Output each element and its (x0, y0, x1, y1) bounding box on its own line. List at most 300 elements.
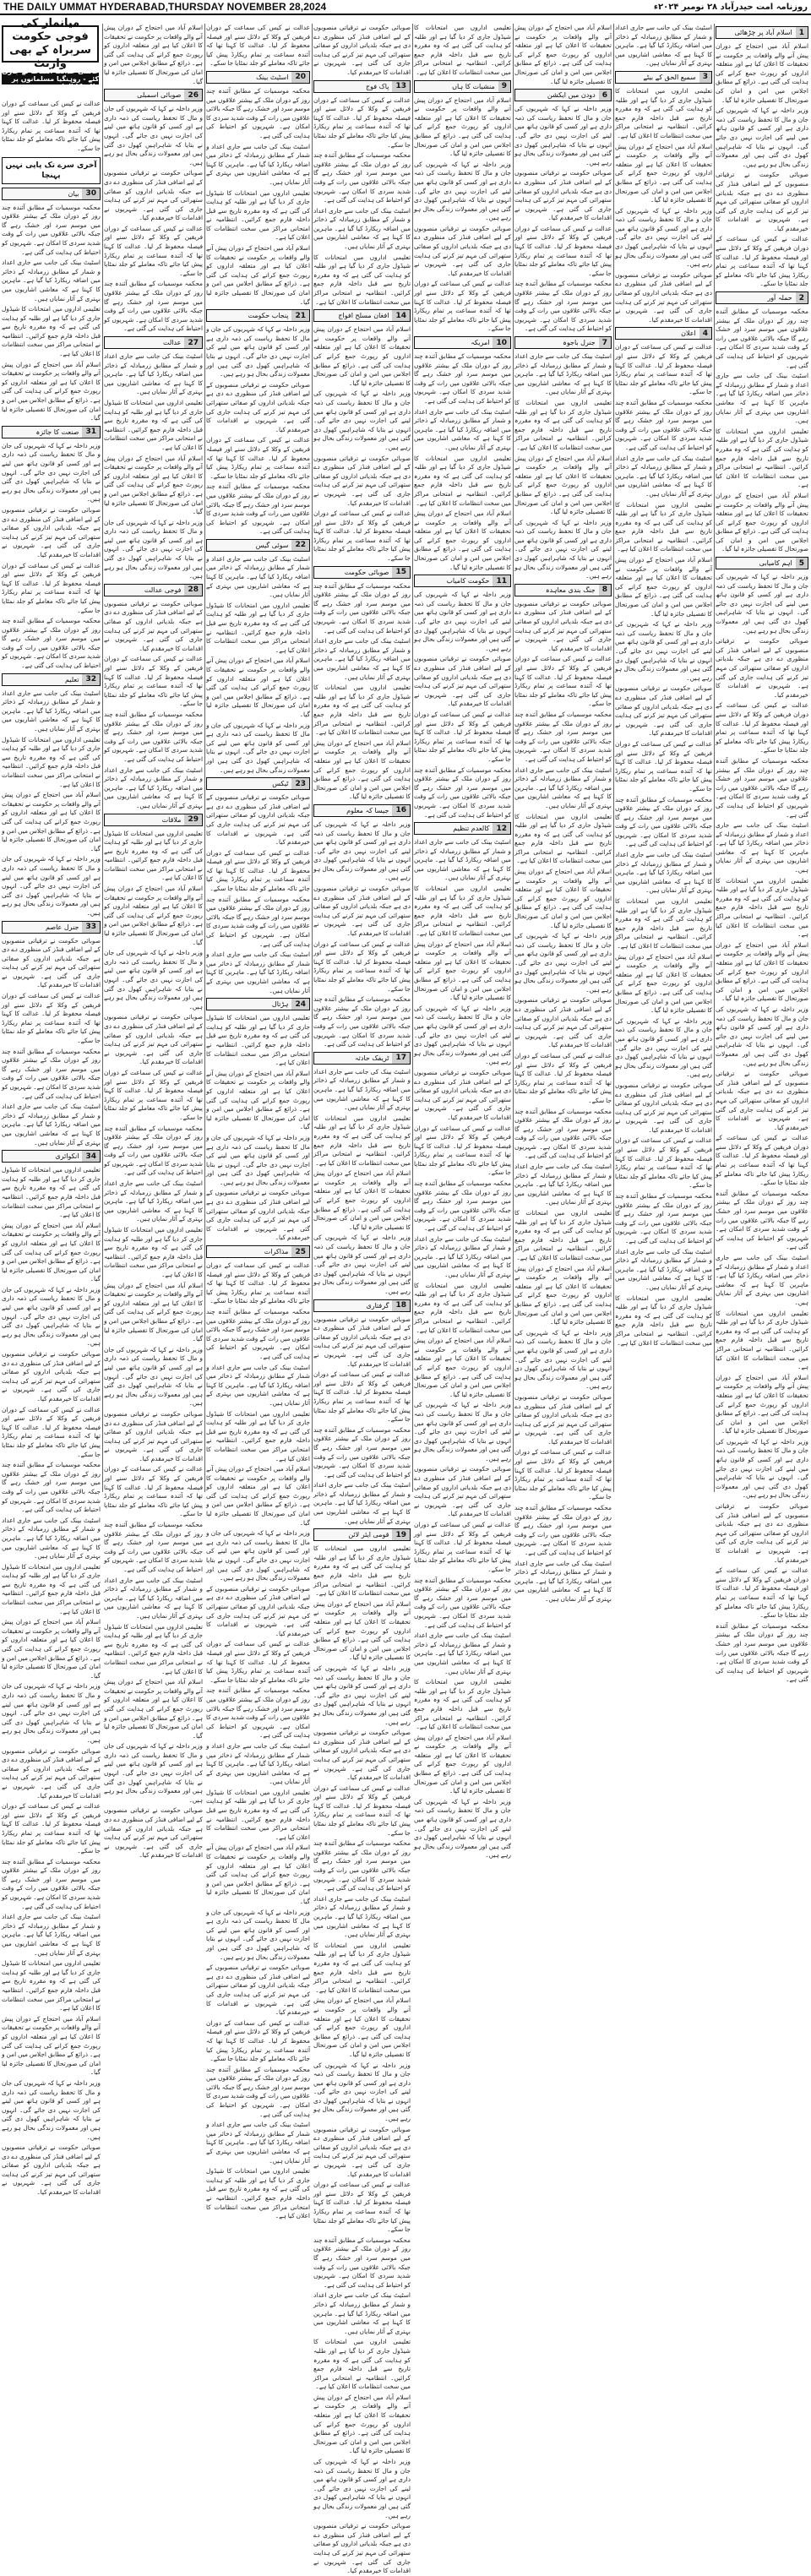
article-text: محکمہ موسمیات کے مطابق آئندہ چند روز کے دوران ملک کے بیشتر علاقوں میں موسم سرد اور خشک رہے گا جبکہ بالائی علاقوں میں رات کے وقت شدید سردی کا امکان ہے۔ شہریوں کو احتیاط کی ہدایت کی گئی ہے۔ (414, 765, 511, 819)
article-text: اسٹیٹ بینک کی جانب سے جاری اعداد و شمار کے مطابق زرمبادلہ کے ذخائر میں اضافہ ریکارڈ کیا گیا ہے۔ ماہرین کا کہنا ہے کہ معاشی اشاریوں میں بہتری کے آثار نمایاں ہیں۔ (514, 765, 612, 809)
article-text: محکمہ موسمیات کے مطابق آئندہ چند روز کے دوران ملک کے بیشتر علاقوں میں موسم سرد اور خشک رہے گا جبکہ بالائی علاقوں میں رات کے وقت شدید سردی کا امکان ہے۔ شہریوں کو احتیاط کی ہدایت کی گئی ہے۔ (414, 352, 511, 405)
article-text: اسٹیٹ بینک کی جانب سے جاری اعداد و شمار کے مطابق زرمبادلہ کے ذخائر میں اضافہ ریکارڈ کیا گیا ہے۔ ماہرین کا کہنا ہے کہ معاشی اشاریوں میں بہتری کے آثار نمایاں ہیں۔ (414, 1234, 511, 1278)
column-rule (714, 24, 715, 1492)
article-text: اسٹیٹ بینک کی جانب سے جاری اعداد و شمار کے مطابق زرمبادلہ کے ذخائر میں اضافہ ریکارڈ کیا گیا ہے۔ ماہرین کا کہنا ہے کہ معاشی اشاریوں میں بہتری کے آثار نمایاں ہیں۔ (414, 1631, 511, 1675)
article-text: اسلام آباد میں احتجاج کے دوران پیش آنے والے واقعات پر حکومت نے تحقیقات کا اعلان کیا ہے اور متعلقہ اداروں کو رپورٹ جمع کرانے کی ہدایت کی گئی ہے۔ ذرائع کے مطابق اجلاس میں امن و امان کی صورتحال کا تفصیلی جائزہ لیا گیا۔ (104, 885, 203, 946)
article-text: محکمہ موسمیات کے مطابق آئندہ چند روز کے دوران ملک کے بیشتر علاقوں میں موسم سرد اور خشک رہے گا جبکہ بالائی علاقوں میں رات کے وقت شدید سردی کا امکان ہے۔ شہریوں کو احتیاط کی ہدایت کی گئی ہے۔ (313, 1425, 411, 1479)
article-text: اسلام آباد میں احتجاج کے دوران پیش آنے والے واقعات پر حکومت نے تحقیقات کا اعلان کیا ہے اور متعلقہ اداروں کو رپورٹ جمع کرانے کی ہدایت کی گئی ہے۔ ذرائع کے مطابق اجلاس میں امن و امان کی صورتحال کا تفصیلی جائزہ لیا گیا۔ (615, 556, 712, 618)
article-text: اسٹیٹ بینک کی جانب سے جاری اعداد و شمار کے مطابق زرمبادلہ کے ذخائر میں اضافہ ریکارڈ کیا گیا ہے۔ ماہرین کا کہنا ہے کہ معاشی اشاریوں میں بہتری کے آثار نمایاں ہیں۔ (104, 765, 203, 809)
article-text: صوبائی حکومت نے ترقیاتی منصوبوں کے لیے اضافی فنڈز کی منظوری دے دی ہے جبکہ بلدیاتی اداروں کو صفائی ستھرائی کی مہم تیز کرنے کی ہدایت جاری کی گئی ہے۔ شہریوں نے اقدامات کا خیرمقدم کیا۔ (104, 1013, 203, 1066)
section-header (514, 584, 612, 596)
article-text: محکمہ موسمیات کے مطابق آئندہ چند روز کے دوران ملک کے بیشتر علاقوں میں موسم سرد اور خشک رہے گا جبکہ بالائی علاقوں میں رات کے وقت شدید سردی کا امکان ہے۔ شہریوں کو احتیاط کی ہدایت کی گئی ہے۔ (2, 1047, 101, 1100)
article-text: اسلام آباد میں احتجاج کے دوران پیش آنے والے واقعات پر حکومت نے تحقیقات کا اعلان کیا ہے اور متعلقہ اداروں کو رپورٹ جمع کرانے کی ہدایت کی گئی ہے۔ ذرائع کے مطابق اجلاس میں امن و امان کی صورتحال کا تفصیلی جائزہ لیا گیا۔ (615, 952, 712, 1015)
article-text: محکمہ موسمیات کے مطابق آئندہ چند روز کے دوران ملک کے بیشتر علاقوں میں موسم سرد اور خشک رہے گا جبکہ بالائی علاقوں میں رات کے وقت شدید سردی کا امکان ہے۔ شہریوں کو احتیاط کی ہدایت کی گئی ہے۔ (104, 1124, 203, 1177)
section-header (313, 1299, 411, 1312)
section-title: ٹیکس (207, 778, 291, 789)
section-number: 30 (82, 188, 100, 199)
article-text: عدالت نے کیس کی سماعت کے دوران فریقین کے وکلا کے دلائل سنے اور فیصلہ محفوظ کر لیا۔ عدالت کا کہنا تھا کہ آئندہ سماعت پر تمام ریکارڈ پیش کیا جائے تاکہ معاملے کو جلد نمٹایا جا سکے۔ (615, 739, 712, 792)
article-text: وزیر داخلہ نے کہا کہ شہریوں کی جان و مال کا تحفظ ریاست کی ذمہ داری ہے اور کسی کو قانون ہاتھ میں لینے کی اجازت نہیں دی جائے گی۔ انہوں نے بتایا کہ شاہراہیں کھول دی گئی ہیں اور معمولات زندگی بحال ہو رہے ہیں۔ (206, 1133, 310, 1186)
article-text: عدالت نے کیس کی سماعت کے دوران فریقین کے وکلا کے دلائل سنے اور فیصلہ محفوظ کر لیا۔ عدالت کا کہنا تھا کہ آئندہ سماعت پر تمام ریکارڈ پیش کیا جائے تاکہ معاملے کو جلد نمٹایا جا سکے۔ (615, 1136, 712, 1190)
column-rule (613, 24, 614, 1492)
section-number: 13 (392, 81, 410, 92)
article-text: محکمہ موسمیات کے مطابق آئندہ چند روز کے دوران ملک کے بیشتر علاقوں میں موسم سرد اور خشک رہے گا جبکہ بالائی علاقوں میں رات کے وقت شدید سردی کا امکان ہے۔ شہریوں کو احتیاط کی ہدایت کی گئی ہے۔ (205, 86, 310, 139)
masthead (0, 0, 811, 15)
article-text: اسٹیٹ بینک کی جانب سے جاری اعداد و شمار کے مطابق زرمبادلہ کے ذخائر میں اضافہ ریکارڈ کیا گیا ہے۔ ماہرین کا کہنا ہے کہ معاشی اشاریوں میں بہتری کے آثار نمایاں ہیں۔ (414, 838, 511, 882)
article-text: وزیر داخلہ نے کہا کہ شہریوں کی جان و مال کا تحفظ ریاست کی ذمہ داری ہے اور کسی کو قانون ہاتھ میں لینے کی اجازت نہیں دی جائے گی۔ انہوں نے بتایا کہ شاہراہیں کھول دی گئی ہیں اور معمولات زندگی بحال ہو رہے ہیں۔ (414, 1797, 511, 1860)
article-text: وزیر داخلہ نے کہا کہ شہریوں کی جان و مال کا تحفظ ریاست کی ذمہ داری ہے اور کسی کو قانون ہاتھ میں لینے کی اجازت نہیں دی جائے گی۔ انہوں نے بتایا کہ شاہراہیں کھول دی گئی ہیں اور معمولات زندگی بحال ہو رہے ہیں۔ (104, 518, 203, 580)
article-text: صوبائی حکومت نے ترقیاتی منصوبوں کے لیے اضافی فنڈز کی منظوری دے دی ہے جبکہ بلدیاتی اداروں کو صفائی ستھرائی کی مہم تیز کرنے کی ہدایت جاری کی گئی ہے۔ شہریوں نے اقدامات کا خیرمقدم کیا۔ (615, 270, 712, 324)
section-title: ملاقات (105, 814, 184, 825)
article-text: اسٹیٹ بینک کی جانب سے جاری اعداد و شمار کے مطابق زرمبادلہ کے ذخائر میں اضافہ ریکارڈ کیا گیا ہے۔ ماہرین کا کہنا ہے کہ معاشی اشاریوں میں بہتری کے آثار نمایاں ہیں۔ (206, 950, 310, 994)
article-text: صوبائی حکومت نے ترقیاتی منصوبوں کے لیے اضافی فنڈز کی منظوری دے دی ہے جبکہ بلدیاتی اداروں کو صفائی ستھرائی کی مہم تیز کرنے کی ہدایت جاری کی گئی ہے۔ شہریوں نے اقدامات کا خیرمقدم کیا۔ (313, 2522, 411, 2575)
article-text: عدالت نے کیس کی سماعت کے دوران فریقین کے وکلا کے دلائل سنے اور فیصلہ محفوظ کر لیا۔ عدالت کا کہنا تھا کہ آئندہ سماعت پر تمام ریکارڈ پیش کیا جائے تاکہ معاملے کو جلد نمٹایا جا سکے۔ (206, 848, 310, 893)
article-text: صوبائی حکومت نے ترقیاتی منصوبوں کے لیے اضافی فنڈز کی منظوری دے دی ہے جبکہ بلدیاتی اداروں کو صفائی ستھرائی کی مہم تیز کرنے کی ہدایت جاری کی گئی ہے۔ شہریوں نے اقدامات کا خیرمقدم کیا۔ (313, 2125, 411, 2178)
article-text: تعلیمی اداروں میں امتحانات کا شیڈول جاری کر دیا گیا ہے اور طلبہ کو ہدایت کی گئی ہے کہ وہ مقررہ تاریخ سے قبل داخلہ فارم جمع کرائیں۔ انتظامیہ نے امتحانی مراکز میں سخت انتظامات کا اعلان کیا ہے۔ (716, 427, 808, 489)
article-text: عدالت نے کیس کی سماعت کے دوران فریقین کے وکلا کے دلائل سنے اور فیصلہ محفوظ کر لیا۔ عدالت کا کہنا تھا کہ آئندہ سماعت پر تمام ریکارڈ پیش کیا جائے تاکہ معاملے کو جلد نمٹایا جا سکے۔ (514, 655, 612, 708)
article-text: صوبائی حکومت نے ترقیاتی منصوبوں کے لیے اضافی فنڈز کی منظوری دے دی ہے جبکہ بلدیاتی اداروں کو صفائی ستھرائی کی مہم تیز کرنے کی ہدایت جاری کی گئی ہے۔ شہریوں نے اقدامات کا خیرمقدم کیا۔ (716, 1502, 808, 1564)
article-text: عدالت نے کیس کی سماعت کے دوران فریقین کے وکلا کے دلائل سنے اور فیصلہ محفوظ کر لیا۔ عدالت کا کہنا تھا کہ آئندہ سماعت پر تمام ریکارڈ پیش کیا جائے تاکہ معاملے کو جلد نمٹایا جا سکے۔ (104, 1465, 203, 1518)
article-text: تعلیمی اداروں میں امتحانات کا شیڈول جاری کر دیا گیا ہے اور طلبہ کو ہدایت کی گئی ہے کہ وہ مقررہ تاریخ سے قبل داخلہ فارم جمع کرائیں۔ انتظامیہ نے امتحانی مراکز میں سخت انتظامات کا اعلان کیا ہے۔ (104, 1226, 203, 1278)
article-text: وزیر داخلہ نے کہا کہ شہریوں کی جان و مال کا تحفظ ریاست کی ذمہ داری ہے اور کسی کو قانون ہاتھ میں لینے کی اجازت نہیں دی جائے گی۔ انہوں نے بتایا کہ شاہراہیں کھول دی گئی ہیں اور معمولات زندگی بحال ہو رہے ہیں۔ (514, 105, 612, 166)
article-text: اسلام آباد میں احتجاج کے دوران پیش آنے والے واقعات پر حکومت نے تحقیقات کا اعلان کیا ہے اور متعلقہ اداروں کو رپورٹ جمع کرانے کی ہدایت کی گئی ہے۔ ذرائع کے مطابق اجلاس میں امن و امان کی صورتحال کا تفصیلی جائزہ لیا گیا۔ (414, 509, 511, 571)
news-column (615, 24, 712, 1492)
article-text: تعلیمی اداروں میں امتحانات کا شیڈول جاری کر دیا گیا ہے اور طلبہ کو ہدایت کی گئی ہے کہ وہ مقررہ تاریخ سے قبل داخلہ فارم جمع کرائیں۔ انتظامیہ نے امتحانی مراکز میں سخت انتظامات کا اعلان کیا ہے۔ (104, 1622, 203, 1675)
article-text: وزیر داخلہ نے کہا کہ شہریوں کی جان و مال کا تحفظ ریاست کی ذمہ داری ہے اور کسی کو قانون ہاتھ میں لینے کی اجازت نہیں دی جائے گی۔ انہوں نے بتایا کہ شاہراہیں کھول دی گئی ہیں اور معمولات زندگی بحال ہو رہے ہیں۔ (615, 206, 712, 269)
article-text: محکمہ موسمیات کے مطابق آئندہ چند روز کے دوران ملک کے بیشتر علاقوں میں موسم سرد اور خشک رہے گا جبکہ بالائی علاقوں میں رات کے وقت شدید سردی کا امکان ہے۔ شہریوں کو احتیاط کی ہدایت کی گئی ہے۔ (2, 617, 101, 670)
article-text: اسلام آباد میں احتجاج کے دوران پیش آنے والے واقعات پر حکومت نے تحقیقات کا اعلان کیا ہے اور متعلقہ اداروں کو رپورٹ جمع کرانے کی ہدایت کی گئی ہے۔ ذرائع کے مطابق اجلاس میں امن و امان کی صورتحال کا تفصیلی جائزہ لیا گیا۔ (206, 1844, 310, 1905)
section-header (313, 309, 411, 322)
article-text: عدالت نے کیس کی سماعت کے دوران فریقین کے وکلا کے دلائل سنے اور فیصلہ محفوظ کر لیا۔ عدالت کا کہنا تھا کہ آئندہ سماعت پر تمام ریکارڈ پیش کیا جائے تاکہ معاملے کو جلد نمٹایا جا سکے۔ (313, 939, 411, 993)
section-title: صوبائی اسمبلی (105, 90, 184, 101)
article-text: وزیر داخلہ نے کہا کہ شہریوں کی جان و مال کا تحفظ ریاست کی ذمہ داری ہے اور کسی کو قانون ہاتھ میں لینے کی اجازت نہیں دی جائے گی۔ انہوں نے بتایا کہ شاہراہیں کھول دی گئی ہیں اور معمولات زندگی بحال ہو رہے ہیں۔ (206, 1908, 310, 1961)
article-text: تعلیمی اداروں میں امتحانات کا شیڈول جاری کر دیا گیا ہے اور طلبہ کو ہدایت کی گئی ہے کہ وہ مقررہ تاریخ سے قبل داخلہ فارم جمع کرائیں۔ انتظامیہ نے امتحانی مراکز میں سخت انتظامات کا اعلان کیا ہے۔ (414, 1678, 511, 1731)
section-header (313, 1052, 411, 1065)
article-text: صوبائی حکومت نے ترقیاتی منصوبوں کے لیے اضافی فنڈز کی منظوری دے دی ہے جبکہ بلدیاتی اداروں کو صفائی ستھرائی کی مہم تیز کرنے کی ہدایت جاری کی گئی ہے۔ شہریوں نے اقدامات کا خیرمقدم کیا۔ (313, 454, 411, 507)
news-column (205, 24, 310, 2220)
section-title: افغان مسلح افواج (314, 310, 392, 321)
section-number: 27 (184, 337, 202, 348)
article-text: محکمہ موسمیات کے مطابق آئندہ چند روز کے دوران ملک کے بیشتر علاقوں میں موسم سرد اور خشک رہے گا جبکہ بالائی علاقوں میں رات کے وقت شدید سردی کا امکان ہے۔ شہریوں کو احتیاط کی ہدایت کی گئی ہے۔ (716, 308, 808, 369)
article-text: اسلام آباد میں احتجاج کے دوران پیش آنے والے واقعات پر حکومت نے تحقیقات کا اعلان کیا ہے اور متعلقہ اداروں کو رپورٹ جمع کرانے کی ہدایت کی گئی ہے۔ ذرائع کے مطابق اجلاس میں امن و امان کی صورتحال کا تفصیلی جائزہ لیا گیا۔ (514, 24, 612, 85)
article-text: عدالت نے کیس کی سماعت کے دوران فریقین کے وکلا کے دلائل سنے اور فیصلہ محفوظ کر لیا۔ عدالت کا کہنا تھا کہ آئندہ سماعت پر تمام ریکارڈ پیش کیا جائے تاکہ معاملے کو جلد نمٹایا جا سکے۔ (104, 224, 203, 277)
article-text: وزیر داخلہ نے کہا کہ شہریوں کی جان و مال کا تحفظ ریاست کی ذمہ داری ہے اور کسی کو قانون ہاتھ میں لینے کی اجازت نہیں دی جائے گی۔ انہوں نے بتایا کہ شاہراہیں کھول دی گئی ہیں اور معمولات زندگی بحال ہو رہے ہیں۔ (2, 1682, 101, 1744)
article-text: تعلیمی اداروں میں امتحانات کا شیڈول جاری کر دیا گیا ہے اور طلبہ کو ہدایت کی گئی ہے کہ وہ مقررہ تاریخ سے قبل داخلہ فارم جمع کرائیں۔ انتظامیہ نے امتحانی مراکز میں سخت انتظامات کا اعلان کیا ہے۔ (514, 1209, 612, 1261)
section-header (206, 998, 310, 1010)
article-text: اسٹیٹ بینک کی جانب سے جاری اعداد و شمار کے مطابق زرمبادلہ کے ذخائر میں اضافہ ریکارڈ کیا گیا ہے۔ ماہرین کا کہنا ہے کہ معاشی اشاریوں میں بہتری کے آثار نمایاں ہیں۔ (615, 24, 712, 68)
article-text: اسٹیٹ بینک کی جانب سے جاری اعداد و شمار کے مطابق زرمبادلہ کے ذخائر میں اضافہ ریکارڈ کیا گیا ہے۔ ماہرین کا کہنا ہے کہ معاشی اشاریوں میں بہتری کے آثار نمایاں ہیں۔ (104, 1576, 203, 1620)
article-text: اسلام آباد میں احتجاج کے دوران پیش آنے والے واقعات پر حکومت نے تحقیقات کا اعلان کیا ہے اور متعلقہ اداروں کو رپورٹ جمع کرانے کی ہدایت کی گئی ہے۔ ذرائع کے مطابق اجلاس میں امن و امان کی صورتحال کا تفصیلی جائزہ لیا گیا۔ (414, 95, 511, 158)
section-header (615, 71, 712, 84)
article-text: عدالت نے کیس کی سماعت کے دوران فریقین کے وکلا کے دلائل سنے اور فیصلہ محفوظ کر لیا۔ عدالت کا کہنا تھا کہ آئندہ سماعت پر تمام ریکارڈ پیش کیا جائے تاکہ معاملے کو جلد نمٹایا جا سکے۔ (716, 235, 808, 288)
section-header (414, 336, 511, 349)
article-text: عدالت نے کیس کی سماعت کے دوران فریقین کے وکلا کے دلائل سنے اور فیصلہ محفوظ کر لیا۔ عدالت کا کہنا تھا کہ آئندہ سماعت پر تمام ریکارڈ پیش کیا جائے تاکہ معاملے کو جلد نمٹایا جا سکے۔ (2, 1802, 101, 1855)
section-header (514, 89, 612, 101)
article-text: محکمہ موسمیات کے مطابق آئندہ چند روز کے دوران ملک کے بیشتر علاقوں میں موسم سرد اور خشک رہے گا جبکہ بالائی علاقوں میں رات کے وقت شدید سردی کا امکان ہے۔ شہریوں کو احتیاط کی ہدایت کی گئی ہے۔ (615, 398, 712, 451)
article-text: عدالت نے کیس کی سماعت کے دوران فریقین کے وکلا کے دلائل سنے اور فیصلہ محفوظ کر لیا۔ عدالت کا کہنا تھا کہ آئندہ سماعت پر تمام ریکارڈ پیش کیا جائے تاکہ معاملے کو جلد نمٹایا جا سکے۔ (716, 1134, 808, 1187)
section-number: 26 (184, 90, 202, 101)
column-rule (412, 24, 413, 1492)
article-text: تعلیمی اداروں میں امتحانات کا شیڈول جاری کر دیا گیا ہے اور طلبہ کو ہدایت کی گئی ہے کہ وہ مقررہ تاریخ سے قبل داخلہ فارم جمع کرائیں۔ انتظامیہ نے امتحانی مراکز میں سخت انتظامات کا اعلان کیا ہے۔ (313, 683, 411, 737)
article-text: اسلام آباد میں احتجاج کے دوران پیش آنے والے واقعات پر حکومت نے تحقیقات کا اعلان کیا ہے اور متعلقہ اداروں کو رپورٹ جمع کرانے کی ہدایت کی گئی ہے۔ ذرائع کے مطابق اجلاس میں امن و امان کی صورتحال کا تفصیلی جائزہ لیا گیا۔ (104, 1281, 203, 1343)
article-text: اسٹیٹ بینک کی جانب سے جاری اعداد و شمار کے مطابق زرمبادلہ کے ذخائر میں اضافہ ریکارڈ کیا گیا ہے۔ ماہرین کا کہنا ہے کہ معاشی اشاریوں میں بہتری کے آثار نمایاں ہیں۔ (615, 1247, 712, 1291)
section-title: سوئی گیس (207, 540, 291, 551)
article-text: تعلیمی اداروں میں امتحانات کا شیڈول جاری کر دیا گیا ہے اور طلبہ کو ہدایت کی گئی ہے کہ وہ مقررہ تاریخ سے قبل داخلہ فارم جمع کرائیں۔ انتظامیہ نے امتحانی مراکز میں سخت انتظامات کا اعلان کیا ہے۔ (615, 897, 712, 950)
article-text: وزیر داخلہ نے کہا کہ شہریوں کی جان و مال کا تحفظ ریاست کی ذمہ داری ہے اور کسی کو قانون ہاتھ میں لینے کی اجازت نہیں دی جائے گی۔ انہوں نے بتایا کہ شاہراہیں کھول دی گئی ہیں اور معمولات زندگی بحال ہو رہے ہیں۔ (104, 1345, 203, 1408)
article-text: صوبائی حکومت نے ترقیاتی منصوبوں کے لیے اضافی فنڈز کی منظوری دے دی ہے جبکہ بلدیاتی اداروں کو صفائی ستھرائی کی مہم تیز کرنے کی ہدایت جاری کی گئی ہے۔ شہریوں نے اقدامات کا خیرمقدم کیا۔ (514, 599, 612, 652)
section-title: سمیع الحق کے بیٹے (616, 72, 699, 83)
article-text: وزیر داخلہ نے کہا کہ شہریوں کی جان و مال کا تحفظ ریاست کی ذمہ داری ہے اور کسی کو قانون ہاتھ میں لینے کی اجازت نہیں دی جائے گی۔ انہوں نے بتایا کہ شاہراہیں کھول دی گئی ہیں اور معمولات زندگی بحال ہو رہے ہیں۔ (716, 1005, 808, 1067)
article-text: تعلیمی اداروں میں امتحانات کا شیڈول جاری کر دیا گیا ہے اور طلبہ کو ہدایت کی گئی ہے کہ وہ مقررہ تاریخ سے قبل داخلہ فارم جمع کرائیں۔ انتظامیہ نے امتحانی مراکز میں سخت انتظامات کا اعلان کیا ہے۔ (716, 876, 808, 939)
article-text: تعلیمی اداروں میں امتحانات کا شیڈول جاری کر دیا گیا ہے اور طلبہ کو ہدایت کی گئی ہے کہ وہ مقررہ تاریخ سے قبل داخلہ فارم جمع کرائیں۔ انتظامیہ نے امتحانی مراکز میں سخت انتظامات کا اعلان کیا ہے۔ (716, 1309, 808, 1371)
section-number: 23 (291, 778, 309, 789)
article-text: صوبائی حکومت نے ترقیاتی منصوبوں کے لیے اضافی فنڈز کی منظوری دے دی ہے جبکہ بلدیاتی اداروں کو صفائی ستھرائی کی مہم تیز کرنے کی ہدایت جاری کی گئی ہے۔ شہریوں نے اقدامات کا خیرمقدم کیا۔ (313, 885, 411, 938)
section-title: ٹریفک حادثہ (314, 1053, 392, 1064)
masthead-english: THE DAILY UMMAT HYDERABAD,THURSDAY NOVEMBER 28,2024 (3, 1, 327, 13)
article-text: تعلیمی اداروں میں امتحانات کا شیڈول جاری کر دیا گیا ہے اور طلبہ کو ہدایت کی گئی ہے کہ وہ مقررہ تاریخ سے قبل داخلہ فارم جمع کرائیں۔ انتظامیہ نے امتحانی مراکز میں سخت انتظامات کا اعلان کیا ہے۔ (206, 1014, 310, 1067)
article-text: تعلیمی اداروں میں امتحانات کا شیڈول جاری کر دیا گیا ہے اور طلبہ کو ہدایت کی گئی ہے کہ وہ مقررہ تاریخ سے قبل داخلہ فارم جمع کرائیں۔ انتظامیہ نے امتحانی مراکز میں سخت انتظامات کا اعلان کیا ہے۔ (615, 1293, 712, 1347)
article-text: عدالت نے کیس کی سماعت کے دوران فریقین کے وکلا کے دلائل سنے اور فیصلہ محفوظ کر لیا۔ عدالت کا کہنا تھا کہ آئندہ سماعت پر تمام ریکارڈ پیش کیا جائے تاکہ معاملے کو جلد نمٹایا جا سکے۔ (414, 1124, 511, 1177)
article-text: اسلام آباد میں احتجاج کے دوران پیش آنے والے واقعات پر حکومت نے تحقیقات کا اعلان کیا ہے اور متعلقہ اداروں کو رپورٹ جمع کرانے کی ہدایت کی گئی ہے۔ ذرائع کے مطابق اجلاس میں امن و امان کی صورتحال کا تفصیلی جائزہ لیا گیا۔ (414, 1733, 511, 1795)
article-text: محکمہ موسمیات کے مطابق آئندہ چند روز کے دوران ملک کے بیشتر علاقوں میں موسم سرد اور خشک رہے گا جبکہ بالائی علاقوں میں رات کے وقت شدید سردی کا امکان ہے۔ شہریوں کو احتیاط کی ہدایت کی گئی ہے۔ (104, 1521, 203, 1573)
section-title: حملہ آور (716, 292, 796, 303)
article-text: صوبائی حکومت نے ترقیاتی منصوبوں کے لیے اضافی فنڈز کی منظوری دے دی ہے جبکہ بلدیاتی اداروں کو صفائی ستھرائی کی مہم تیز کرنے کی ہدایت جاری کی گئی ہے۔ شہریوں نے اقدامات کا خیرمقدم کیا۔ (514, 996, 612, 1049)
article-text: صوبائی حکومت نے ترقیاتی منصوبوں کے لیے اضافی فنڈز کی منظوری دے دی ہے جبکہ بلدیاتی اداروں کو صفائی ستھرائی کی مہم تیز کرنے کی ہدایت جاری کی گئی ہے۔ شہریوں نے اقدامات کا خیرمقدم کیا۔ (2, 2143, 101, 2197)
section-title: جنرل باجوہ (515, 337, 599, 348)
section-header (104, 814, 203, 826)
article-text: اسلام آباد میں احتجاج کے دوران پیش آنے والے واقعات پر حکومت نے تحقیقات کا اعلان کیا ہے اور متعلقہ اداروں کو رپورٹ جمع کرانے کی ہدایت کی گئی ہے۔ ذرائع کے مطابق اجلاس میں امن و امان کی صورتحال کا تفصیلی جائزہ لیا گیا۔ (206, 1069, 310, 1131)
article-text: عدالت نے کیس کی سماعت کے دوران فریقین کے وکلا کے دلائل سنے اور فیصلہ محفوظ کر لیا۔ عدالت کا کہنا تھا کہ آئندہ سماعت پر تمام ریکارڈ پیش کیا جائے تاکہ معاملے کو جلد نمٹایا جا سکے۔ (313, 2181, 411, 2234)
article-text: اسلام آباد میں احتجاج کے دوران پیش آنے والے واقعات پر حکومت نے تحقیقات کا اعلان کیا ہے اور متعلقہ اداروں کو رپورٹ جمع کرانے کی ہدایت کی گئی ہے۔ ذرائع کے مطابق اجلاس میں امن و امان کی صورتحال کا تفصیلی جائزہ لیا گیا۔ (716, 42, 808, 104)
section-header (104, 336, 203, 349)
article-text: عدالت نے کیس کی سماعت کے دوران فریقین کے وکلا کے دلائل سنے اور فیصلہ محفوظ کر لیا۔ عدالت کا کہنا تھا کہ آئندہ سماعت پر تمام ریکارڈ پیش کیا جائے تاکہ معاملے کو جلد نمٹایا جا سکے۔ (414, 710, 511, 763)
article-text: اسلام آباد میں احتجاج کے دوران پیش آنے والے واقعات پر حکومت نے تحقیقات کا اعلان کیا ہے اور متعلقہ اداروں کو رپورٹ جمع کرانے کی ہدایت کی گئی ہے۔ ذرائع کے مطابق اجلاس میں امن و امان کی صورتحال کا تفصیلی جائزہ لیا گیا۔ (414, 939, 511, 1002)
section-number: 16 (392, 805, 410, 816)
section-header (2, 426, 101, 438)
article-text: اسلام آباد میں احتجاج کے دوران پیش آنے والے واقعات پر حکومت نے تحقیقات کا اعلان کیا ہے اور متعلقہ اداروں کو رپورٹ جمع کرانے کی ہدایت کی گئی ہے۔ ذرائع کے مطابق اجلاس میں امن و امان کی صورتحال کا تفصیلی جائزہ لیا گیا۔ (615, 142, 712, 204)
article-text: تعلیمی اداروں میں امتحانات کا شیڈول جاری کر دیا گیا ہے اور طلبہ کو ہدایت کی گئی ہے کہ وہ مقررہ تاریخ سے قبل داخلہ فارم جمع کرائیں۔ انتظامیہ نے امتحانی مراکز میں سخت انتظامات کا اعلان کیا ہے۔ (206, 1788, 310, 1841)
article-text: تعلیمی اداروں میں امتحانات کا شیڈول جاری کر دیا گیا ہے اور طلبہ کو ہدایت کی گئی ہے کہ وہ مقررہ تاریخ سے قبل داخلہ فارم جمع کرائیں۔ انتظامیہ نے امتحانی مراکز میں سخت انتظامات کا اعلان کیا ہے۔ (2, 305, 101, 358)
article-text: وزیر داخلہ نے کہا کہ شہریوں کی جان و مال کا تحفظ ریاست کی ذمہ داری ہے اور کسی کو قانون ہاتھ میں لینے کی اجازت نہیں دی جائے گی۔ انہوں نے بتایا کہ شاہراہیں کھول دی گئی ہیں اور معمولات زندگی بحال ہو رہے ہیں۔ (104, 1742, 203, 1804)
article-text: اسلام آباد میں احتجاج کے دوران پیش آنے والے واقعات پر حکومت نے تحقیقات کا اعلان کیا ہے اور متعلقہ اداروں کو رپورٹ جمع کرانے کی ہدایت کی گئی ہے۔ ذرائع کے مطابق اجلاس میں امن و امان کی صورتحال کا تفصیلی جائزہ لیا گیا۔ (104, 1678, 203, 1740)
section-title: پنجاب حکومت (207, 310, 291, 321)
article-text: اسٹیٹ بینک کی جانب سے جاری اعداد و شمار کے مطابق زرمبادلہ کے ذخائر میں اضافہ ریکارڈ کیا گیا ہے۔ ماہرین کا کہنا ہے کہ معاشی اشاریوں میں بہتری کے آثار نمایاں ہیں۔ (514, 1559, 612, 1603)
section-number: 34 (82, 1151, 100, 1162)
section-number: 2 (796, 292, 808, 303)
article-text: محکمہ موسمیات کے مطابق آئندہ چند روز کے دوران ملک کے بیشتر علاقوں میں موسم سرد اور خشک رہے گا جبکہ بالائی علاقوں میں رات کے وقت شدید سردی کا امکان ہے۔ شہریوں کو احتیاط کی ہدایت کی گئی ہے۔ (615, 1192, 712, 1244)
article-text: عدالت نے کیس کی سماعت کے دوران فریقین کے وکلا کے دلائل سنے اور فیصلہ محفوظ کر لیا۔ عدالت کا کہنا تھا کہ آئندہ سماعت پر تمام ریکارڈ پیش کیا جائے تاکہ معاملے کو جلد نمٹایا جا سکے۔ (514, 1051, 612, 1104)
section-title: عدالت (105, 337, 184, 348)
article-text: اسلام آباد میں احتجاج کے دوران پیش آنے والے واقعات پر حکومت نے تحقیقات کا اعلان کیا ہے اور متعلقہ اداروں کو رپورٹ جمع کرانے کی ہدایت کی گئی ہے۔ ذرائع کے مطابق اجلاس میں امن و امان کی صورتحال کا تفصیلی جائزہ لیا گیا۔ (514, 1264, 612, 1326)
article-text: تعلیمی اداروں میں امتحانات کا شیڈول جاری کر دیا گیا ہے اور طلبہ کو ہدایت کی گئی ہے کہ وہ مقررہ تاریخ سے قبل داخلہ فارم جمع کرائیں۔ انتظامیہ نے امتحانی مراکز میں سخت انتظامات کا اعلان کیا ہے۔ (313, 253, 411, 306)
news-column (104, 24, 203, 1860)
article-text: اسٹیٹ بینک کی جانب سے جاری اعداد و شمار کے مطابق زرمبادلہ کے ذخائر میں اضافہ ریکارڈ کیا گیا ہے۔ ماہرین کا کہنا ہے کہ معاشی اشاریوں میں بہتری کے آثار نمایاں ہیں۔ (716, 372, 808, 425)
article-text: تعلیمی اداروں میں امتحانات کا شیڈول جاری کر دیا گیا ہے اور طلبہ کو ہدایت کی گئی ہے کہ وہ مقررہ تاریخ سے قبل داخلہ فارم جمع کرائیں۔ انتظامیہ نے امتحانی مراکز میں سخت انتظامات کا اعلان کیا ہے۔ (313, 1114, 411, 1167)
article-text: صوبائی حکومت نے ترقیاتی منصوبوں کے لیے اضافی فنڈز کی منظوری دے دی ہے جبکہ بلدیاتی اداروں کو صفائی ستھرائی کی مہم تیز کرنے کی ہدایت جاری کی گئی ہے۔ شہریوں نے اقدامات کا خیرمقدم کیا۔ (313, 1315, 411, 1368)
section-header (206, 71, 310, 84)
section-number: 33 (82, 922, 100, 933)
article-text: صوبائی حکومت نے ترقیاتی منصوبوں کے لیے اضافی فنڈز کی منظوری دے دی ہے جبکہ بلدیاتی اداروں کو صفائی ستھرائی کی مہم تیز کرنے کی ہدایت جاری کی گئی ہے۔ شہریوں نے اقدامات کا خیرمقدم کیا۔ (414, 1465, 511, 1518)
news-column (716, 24, 808, 1684)
news-column (414, 24, 511, 1860)
article-text: اسلام آباد میں احتجاج کے دوران پیش آنے والے واقعات پر حکومت نے تحقیقات کا اعلان کیا ہے اور متعلقہ اداروں کو رپورٹ جمع کرانے کی ہدایت کی گئی ہے۔ ذرائع کے مطابق اجلاس میں امن و امان کی صورتحال کا تفصیلی جائزہ لیا گیا۔ (2, 1618, 101, 1680)
article-text: تعلیمی اداروں میں امتحانات کا شیڈول جاری کر دیا گیا ہے اور طلبہ کو ہدایت کی گئی ہے کہ وہ مقررہ تاریخ سے قبل داخلہ فارم جمع کرائیں۔ انتظامیہ نے امتحانی مراکز میں سخت انتظامات کا اعلان کیا ہے۔ (104, 829, 203, 882)
article-text: وزیر داخلہ نے کہا کہ شہریوں کی جان و مال کا تحفظ ریاست کی ذمہ داری ہے اور کسی کو قانون ہاتھ میں لینے کی اجازت نہیں دی جائے گی۔ انہوں نے بتایا کہ شاہراہیں کھول دی گئی ہیں اور معمولات زندگی بحال ہو رہے ہیں۔ (2, 1285, 101, 1348)
article-text: اسٹیٹ بینک کی جانب سے جاری اعداد و شمار کے مطابق زرمبادلہ کے ذخائر میں اضافہ ریکارڈ کیا گیا ہے۔ ماہرین کا کہنا ہے کہ معاشی اشاریوں میں بہتری کے آثار نمایاں ہیں۔ (104, 352, 203, 396)
column-rule (102, 24, 103, 1492)
article-text: اسلام آباد میں احتجاج کے دوران پیش آنے والے واقعات پر حکومت نے تحقیقات کا اعلان کیا ہے اور متعلقہ اداروں کو رپورٹ جمع کرانے کی ہدایت کی گئی ہے۔ ذرائع کے مطابق اجلاس میں امن و امان کی صورتحال کا تفصیلی جائزہ لیا گیا۔ (716, 491, 808, 553)
column-rule (312, 24, 313, 1492)
article-text: صوبائی حکومت نے ترقیاتی منصوبوں کے لیے اضافی فنڈز کی منظوری دے دی ہے جبکہ بلدیاتی اداروں کو صفائی ستھرائی کی مہم تیز کرنے کی ہدایت جاری کی گئی ہے۔ شہریوں نے اقدامات کا خیرمقدم کیا۔ (313, 24, 411, 76)
section-header (206, 539, 310, 552)
article-text: محکمہ موسمیات کے مطابق آئندہ چند روز کے دوران ملک کے بیشتر علاقوں میں موسم سرد اور خشک رہے گا جبکہ بالائی علاقوں میں رات کے وقت شدید سردی کا امکان ہے۔ شہریوں کو احتیاط کی ہدایت کی گئی ہے۔ (313, 151, 411, 204)
section-number: 31 (82, 427, 100, 438)
section-number: 28 (184, 585, 202, 596)
section-title: اسلام آباد پر چڑھائی (716, 27, 796, 38)
article-text: اسلام آباد میں احتجاج کے دوران پیش آنے والے واقعات پر حکومت نے تحقیقات کا اعلان کیا ہے اور متعلقہ اداروں کو رپورٹ جمع کرانے کی ہدایت کی گئی ہے۔ ذرائع کے مطابق اجلاس میں امن و امان کی صورتحال کا تفصیلی جائزہ لیا گیا۔ (2, 2014, 101, 2077)
section-number: 17 (392, 1053, 410, 1064)
article-text: عدالت نے کیس کی سماعت کے دوران فریقین کے وکلا کے دلائل سنے اور فیصلہ محفوظ کر لیا۔ عدالت کا کہنا تھا کہ آئندہ سماعت پر تمام ریکارڈ پیش کیا جائے تاکہ معاملے کو جلد نمٹایا جا سکے۔ (2, 992, 101, 1045)
article-text: محکمہ موسمیات کے مطابق آئندہ چند روز کے دوران ملک کے بیشتر علاقوں میں موسم سرد اور خشک رہے گا جبکہ بالائی علاقوں میں رات کے وقت شدید سردی کا امکان ہے۔ شہریوں کو احتیاط کی ہدایت کی گئی ہے۔ (716, 1621, 808, 1684)
article-text: وزیر داخلہ نے کہا کہ شہریوں کی جان و مال کا تحفظ ریاست کی ذمہ داری ہے اور کسی کو قانون ہاتھ میں لینے کی اجازت نہیں دی جائے گی۔ انہوں نے بتایا کہ شاہراہیں کھول دی گئی ہیں اور معمولات زندگی بحال ہو رہے ہیں۔ (104, 949, 203, 1010)
article-text: اسلام آباد میں احتجاج کے دوران پیش آنے والے واقعات پر حکومت نے تحقیقات کا اعلان کیا ہے اور متعلقہ اداروں کو رپورٹ جمع کرانے کی ہدایت کی گئی ہے۔ ذرائع کے مطابق اجلاس میں امن و امان کی صورتحال کا تفصیلی جائزہ لیا گیا۔ (313, 1599, 411, 1662)
article-text: صوبائی حکومت نے ترقیاتی منصوبوں کے لیے اضافی فنڈز کی منظوری دے دی ہے جبکہ بلدیاتی اداروں کو صفائی ستھرائی کی مہم تیز کرنے کی ہدایت جاری کی گئی ہے۔ شہریوں نے اقدامات کا خیرمقدم کیا۔ (206, 380, 310, 433)
article-text: تعلیمی اداروں میں امتحانات کا شیڈول جاری کر دیا گیا ہے اور طلبہ کو ہدایت کی گئی ہے کہ وہ مقررہ تاریخ سے قبل داخلہ فارم جمع کرائیں۔ انتظامیہ نے امتحانی مراکز میں سخت انتظامات کا اعلان کیا ہے۔ (414, 1281, 511, 1334)
section-header (514, 336, 612, 349)
article-text: عدالت نے کیس کی سماعت کے دوران فریقین کے وکلا کے دلائل سنے اور فیصلہ محفوظ کر لیا۔ عدالت کا کہنا تھا کہ آئندہ سماعت پر تمام ریکارڈ پیش کیا جائے تاکہ معاملے کو جلد نمٹایا جا سکے۔ (2, 100, 101, 152)
article-text: اسٹیٹ بینک کی جانب سے جاری اعداد و شمار کے مطابق زرمبادلہ کے ذخائر میں اضافہ ریکارڈ کیا گیا ہے۔ ماہرین کا کہنا ہے کہ معاشی اشاریوں میں بہتری کے آثار نمایاں ہیں۔ (2, 1913, 101, 1957)
article-text: صوبائی حکومت نے ترقیاتی منصوبوں کے لیے اضافی فنڈز کی منظوری دے دی ہے جبکہ بلدیاتی اداروں کو صفائی ستھرائی کی مہم تیز کرنے کی ہدایت جاری کی گئی ہے۔ شہریوں نے اقدامات کا خیرمقدم کیا۔ (206, 1963, 310, 2017)
section-title: فوجی عدالت (105, 585, 184, 596)
article-text: محکمہ موسمیات کے مطابق آئندہ چند روز کے دوران ملک کے بیشتر علاقوں میں موسم سرد اور خشک رہے گا جبکہ بالائی علاقوں میں رات کے وقت شدید سردی کا امکان ہے۔ شہریوں کو احتیاط کی ہدایت کی گئی ہے۔ (104, 280, 203, 333)
section-header (716, 291, 808, 304)
section-number: 6 (599, 90, 611, 101)
article-text: وزیر داخلہ نے کہا کہ شہریوں کی جان و مال کا تحفظ ریاست کی ذمہ داری ہے اور کسی کو قانون ہاتھ میں لینے کی اجازت نہیں دی جائے گی۔ انہوں نے بتایا کہ شاہراہیں کھول دی گئی ہیں اور معمولات زندگی بحال ہو رہے ہیں۔ (313, 389, 411, 451)
article-text: صوبائی حکومت نے ترقیاتی منصوبوں کے لیے اضافی فنڈز کی منظوری دے دی ہے جبکہ بلدیاتی اداروں کو صفائی ستھرائی کی مہم تیز کرنے کی ہدایت جاری کی گئی ہے۔ شہریوں نے اقدامات کا خیرمقدم کیا۔ (414, 655, 511, 708)
article-text: تعلیمی اداروں میں امتحانات کا شیڈول جاری کر دیا گیا ہے اور طلبہ کو ہدایت کی گئی ہے کہ وہ مقررہ تاریخ سے قبل داخلہ فارم جمع کرائیں۔ انتظامیہ نے امتحانی مراکز میں سخت انتظامات کا اعلان کیا ہے۔ (206, 2167, 310, 2220)
article-text: وزیر داخلہ نے کہا کہ شہریوں کی جان و مال کا تحفظ ریاست کی ذمہ داری ہے اور کسی کو قانون ہاتھ میں لینے کی اجازت نہیں دی جائے گی۔ انہوں نے بتایا کہ شاہراہیں کھول دی گئی ہیں اور معمولات زندگی بحال ہو رہے ہیں۔ (716, 1437, 808, 1500)
section-number: 7 (599, 337, 611, 348)
article-text: اسلام آباد میں احتجاج کے دوران پیش آنے والے واقعات پر حکومت نے تحقیقات کا اعلان کیا ہے اور متعلقہ اداروں کو رپورٹ جمع کرانے کی ہدایت کی گئی ہے۔ ذرائع کے مطابق اجلاس میں امن و امان کی صورتحال کا تفصیلی جائزہ لیا گیا۔ (206, 656, 310, 718)
article-text: تعلیمی اداروں میں امتحانات کا شیڈول جاری کر دیا گیا ہے اور طلبہ کو ہدایت کی گئی ہے کہ وہ مقررہ تاریخ سے قبل داخلہ فارم جمع کرائیں۔ انتظامیہ نے امتحانی مراکز میں سخت انتظامات کا اعلان کیا ہے۔ (2, 1959, 101, 2012)
article-text: محکمہ موسمیات کے مطابق آئندہ چند روز کے دوران ملک کے بیشتر علاقوں میں موسم سرد اور خشک رہے گا جبکہ بالائی علاقوں میں رات کے وقت شدید سردی کا امکان ہے۔ شہریوں کو احتیاط کی ہدایت کی گئی ہے۔ (205, 1308, 310, 1360)
article-text: اسٹیٹ بینک کی جانب سے جاری اعداد و شمار کے مطابق زرمبادلہ کے ذخائر میں اضافہ ریکارڈ کیا گیا ہے۔ ماہرین کا کہنا ہے کہ معاشی اشاریوں میں بہتری کے آثار نمایاں ہیں۔ (313, 1067, 411, 1112)
article-text: وزیر داخلہ نے کہا کہ شہریوں کی جان و مال کا تحفظ ریاست کی ذمہ داری ہے اور کسی کو قانون ہاتھ میں لینے کی اجازت نہیں دی جائے گی۔ انہوں نے بتایا کہ شاہراہیں کھول دی گئی ہیں اور معمولات زندگی بحال ہو رہے ہیں۔ (313, 820, 411, 882)
article-text: تعلیمی اداروں میں امتحانات کا شیڈول جاری کر دیا گیا ہے اور طلبہ کو ہدایت کی گئی ہے کہ وہ مقررہ تاریخ سے قبل داخلہ فارم جمع کرائیں۔ انتظامیہ نے امتحانی مراکز میں سخت انتظامات کا اعلان کیا ہے۔ (2, 1166, 101, 1219)
section-title: تعلیم (3, 674, 82, 685)
article-text: اسلام آباد میں احتجاج کے دوران پیش آنے والے واقعات پر حکومت نے تحقیقات کا اعلان کیا ہے اور متعلقہ اداروں کو رپورٹ جمع کرانے کی ہدایت کی گئی ہے۔ ذرائع کے مطابق اجلاس میں امن و امان کی صورتحال کا تفصیلی جائزہ لیا گیا۔ (2, 1221, 101, 1283)
section-header (313, 80, 411, 93)
article-text: اسلام آباد میں احتجاج کے دوران پیش آنے والے واقعات پر حکومت نے تحقیقات کا اعلان کیا ہے اور متعلقہ اداروں کو رپورٹ جمع کرانے کی ہدایت کی گئی ہے۔ ذرائع کے مطابق اجلاس میں امن و امان کی صورتحال کا تفصیلی جائزہ لیا گیا۔ (2, 360, 101, 422)
article-text: وزیر داخلہ نے کہا کہ شہریوں کی جان و مال کا تحفظ ریاست کی ذمہ داری ہے اور کسی کو قانون ہاتھ میں لینے کی اجازت نہیں دی جائے گی۔ انہوں نے بتایا کہ شاہراہیں کھول دی گئی ہیں اور معمولات زندگی بحال ہو رہے ہیں۔ (414, 160, 511, 222)
article-text: اسٹیٹ بینک کی جانب سے جاری اعداد و شمار کے مطابق زرمبادلہ کے ذخائر میں اضافہ ریکارڈ کیا گیا ہے۔ ماہرین کا کہنا ہے کہ معاشی اشاریوں میں بہتری کے آثار نمایاں ہیں۔ (206, 1741, 310, 1786)
article-text: اسٹیٹ بینک کی جانب سے جاری اعداد و شمار کے مطابق زرمبادلہ کے ذخائر میں اضافہ ریکارڈ کیا گیا ہے۔ ماہرین کا کہنا ہے کہ معاشی اشاریوں میں بہتری کے آثار نمایاں ہیں۔ (206, 1363, 310, 1407)
article-text: محکمہ موسمیات کے مطابق آئندہ چند روز کے دوران ملک کے بیشتر علاقوں میں موسم سرد اور خشک رہے گا جبکہ بالائی علاقوں میں رات کے وقت شدید سردی کا امکان ہے۔ شہریوں کو احتیاط کی ہدایت کی گئی ہے۔ (2, 203, 101, 256)
section-number: 24 (291, 999, 309, 1010)
article-text: وزیر داخلہ نے کہا کہ شہریوں کی جان و مال کا تحفظ ریاست کی ذمہ داری ہے اور کسی کو قانون ہاتھ میں لینے کی اجازت نہیں دی جائے گی۔ انہوں نے بتایا کہ شاہراہیں کھول دی گئی ہیں اور معمولات زندگی بحال ہو رہے ہیں۔ (716, 573, 808, 634)
article-text: محکمہ موسمیات کے مطابق آئندہ چند روز کے دوران ملک کے بیشتر علاقوں میں موسم سرد اور خشک رہے گا جبکہ بالائی علاقوں میں رات کے وقت شدید سردی کا امکان ہے۔ شہریوں کو احتیاط کی ہدایت کی گئی ہے۔ (2, 1461, 101, 1514)
section-header (414, 822, 511, 835)
article-text: وزیر داخلہ نے کہا کہ شہریوں کی جان و مال کا تحفظ ریاست کی ذمہ داری ہے اور کسی کو قانون ہاتھ میں لینے کی اجازت نہیں دی جائے گی۔ انہوں نے بتایا کہ شاہراہیں کھول دی گئی ہیں اور معمولات زندگی بحال ہو رہے ہیں۔ (716, 106, 808, 168)
article-text: عدالت نے کیس کی سماعت کے دوران فریقین کے وکلا کے دلائل سنے اور فیصلہ محفوظ کر لیا۔ عدالت کا کہنا تھا کہ آئندہ سماعت پر تمام ریکارڈ پیش کیا جائے تاکہ معاملے کو جلد نمٹایا جا سکے۔ (514, 224, 612, 277)
article-text: صوبائی حکومت نے ترقیاتی منصوبوں کے لیے اضافی فنڈز کی منظوری دے دی ہے جبکہ بلدیاتی اداروں کو صفائی ستھرائی کی مہم تیز کرنے کی ہدایت جاری کی گئی ہے۔ شہریوں نے اقدامات کا خیرمقدم کیا۔ (104, 169, 203, 222)
article-text: اسلام آباد میں احتجاج کے دوران پیش آنے والے واقعات پر حکومت نے تحقیقات کا اعلان کیا ہے اور متعلقہ اداروں کو رپورٹ جمع کرانے کی ہدایت کی گئی ہے۔ ذرائع کے مطابق اجلاس میں امن و امان کی صورتحال کا تفصیلی جائزہ لیا گیا۔ (206, 1465, 310, 1527)
article-text: صوبائی حکومت نے ترقیاتی منصوبوں کے لیے اضافی فنڈز کی منظوری دے دی ہے جبکہ بلدیاتی اداروں کو صفائی ستھرائی کی مہم تیز کرنے کی ہدایت جاری کی گئی ہے۔ شہریوں نے اقدامات کا خیرمقدم کیا۔ (615, 1081, 712, 1134)
article-text: عدالت نے کیس کی سماعت کے دوران فریقین کے وکلا کے دلائل سنے اور فیصلہ محفوظ کر لیا۔ عدالت کا کہنا تھا کہ آئندہ سماعت پر تمام ریکارڈ پیش کیا جائے تاکہ معاملے کو جلد نمٹایا جا سکے۔ (313, 509, 411, 563)
article-text: اسلام آباد میں احتجاج کے دوران پیش آنے والے واقعات پر حکومت نے تحقیقات کا اعلان کیا ہے اور متعلقہ اداروں کو رپورٹ جمع کرانے کی ہدایت کی گئی ہے۔ ذرائع کے مطابق اجلاس میں امن و امان کی صورتحال کا تفصیلی جائزہ لیا گیا۔ (514, 454, 612, 516)
article-text: اسلام آباد میں احتجاج کے دوران پیش آنے والے واقعات پر حکومت نے تحقیقات کا اعلان کیا ہے اور متعلقہ اداروں کو رپورٹ جمع کرانے کی ہدایت کی گئی ہے۔ ذرائع کے مطابق اجلاس میں امن و امان کی صورتحال کا تفصیلی جائزہ لیا گیا۔ (716, 1373, 808, 1435)
article-text: وزیر داخلہ نے کہا کہ شہریوں کی جان و مال کا تحفظ ریاست کی ذمہ داری ہے اور کسی کو قانون ہاتھ میں لینے کی اجازت نہیں دی جائے گی۔ انہوں نے بتایا کہ شاہراہیں کھول دی گئی ہیں اور معمولات زندگی بحال ہو رہے ہیں۔ (206, 721, 310, 774)
article-text: صوبائی حکومت نے ترقیاتی منصوبوں کے لیے اضافی فنڈز کی منظوری دے دی ہے جبکہ بلدیاتی اداروں کو صفائی ستھرائی کی مہم تیز کرنے کی ہدایت جاری کی گئی ہے۔ شہریوں نے اقدامات کا خیرمقدم کیا۔ (615, 684, 712, 738)
article-text: اسٹیٹ بینک کی جانب سے جاری اعداد و شمار کے مطابق زرمبادلہ کے ذخائر میں اضافہ ریکارڈ کیا گیا ہے۔ ماہرین کا کہنا ہے کہ معاشی اشاریوں میں بہتری کے آثار نمایاں ہیں۔ (206, 2121, 310, 2165)
article-text: عدالت نے کیس کی سماعت کے دوران فریقین کے وکلا کے دلائل سنے اور فیصلہ محفوظ کر لیا۔ عدالت کا کہنا تھا کہ آئندہ سماعت پر تمام ریکارڈ پیش کیا جائے تاکہ معاملے کو جلد نمٹایا جا سکے۔ (206, 1640, 310, 1684)
article-text: محکمہ موسمیات کے مطابق آئندہ چند روز کے دوران ملک کے بیشتر علاقوں میں موسم سرد اور خشک رہے گا جبکہ بالائی علاقوں میں رات کے وقت شدید سردی کا امکان ہے۔ شہریوں کو احتیاط کی ہدایت کی گئی ہے۔ (716, 1189, 808, 1251)
article-text: تعلیمی اداروں میں امتحانات کا شیڈول جاری کر دیا گیا ہے اور طلبہ کو ہدایت کی گئی ہے کہ وہ مقررہ تاریخ سے قبل داخلہ فارم جمع کرائیں۔ انتظامیہ نے امتحانی مراکز میں سخت انتظامات کا اعلان کیا ہے۔ (414, 454, 511, 507)
section-title: کالعدم تنظیم (415, 823, 493, 834)
article-text: اسٹیٹ بینک کی جانب سے جاری اعداد و شمار کے مطابق زرمبادلہ کے ذخائر میں اضافہ ریکارڈ کیا گیا ہے۔ ماہرین کا کہنا ہے کہ معاشی اشاریوں میں بہتری کے آثار نمایاں ہیں۔ (313, 1481, 411, 1525)
article-text: اسٹیٹ بینک کی جانب سے جاری اعداد و شمار کے مطابق زرمبادلہ کے ذخائر میں اضافہ ریکارڈ کیا گیا ہے۔ ماہرین کا کہنا ہے کہ معاشی اشاریوں میں بہتری کے آثار نمایاں ہیں۔ (313, 2291, 411, 2335)
article-text: عدالت نے کیس کی سماعت کے دوران فریقین کے وکلا کے دلائل سنے اور فیصلہ محفوظ کر لیا۔ عدالت کا کہنا تھا کہ آئندہ سماعت پر تمام ریکارڈ پیش کیا جائے تاکہ معاملے کو جلد نمٹایا جا سکے۔ (104, 1068, 203, 1121)
article-text: تعلیمی اداروں میں امتحانات کا شیڈول جاری کر دیا گیا ہے اور طلبہ کو ہدایت کی گئی ہے کہ وہ مقررہ تاریخ سے قبل داخلہ فارم جمع کرائیں۔ انتظامیہ نے امتحانی مراکز میں سخت انتظامات کا اعلان کیا ہے۔ (206, 188, 310, 242)
article-text: تعلیمی اداروں میں امتحانات کا شیڈول جاری کر دیا گیا ہے اور طلبہ کو ہدایت کی گئی ہے کہ وہ مقررہ تاریخ سے قبل داخلہ فارم جمع کرائیں۔ انتظامیہ نے امتحانی مراکز میں سخت انتظامات کا اعلان کیا ہے۔ (414, 885, 511, 938)
section-title: اہم کامیابی (716, 558, 796, 569)
article-text: صوبائی حکومت نے ترقیاتی منصوبوں کے لیے اضافی فنڈز کی منظوری دے دی ہے جبکہ بلدیاتی اداروں کو صفائی ستھرائی کی مہم تیز کرنے کی ہدایت جاری کی گئی ہے۔ شہریوں نے اقدامات کا خیرمقدم کیا۔ (716, 171, 808, 232)
article-text: محکمہ موسمیات کے مطابق آئندہ چند روز کے دوران ملک کے بیشتر علاقوں میں موسم سرد اور خشک رہے گا جبکہ بالائی علاقوں میں رات کے وقت شدید سردی کا امکان ہے۔ شہریوں کو احتیاط کی ہدایت کی گئی ہے۔ (514, 1504, 612, 1556)
section-number: 25 (291, 1246, 309, 1257)
article-text: تعلیمی اداروں میں امتحانات کا شیڈول جاری کر دیا گیا ہے اور طلبہ کو ہدایت کی گئی ہے کہ وہ مقررہ تاریخ سے قبل داخلہ فارم جمع کرائیں۔ انتظامیہ نے امتحانی مراکز میں سخت انتظامات کا اعلان کیا ہے۔ (514, 398, 612, 451)
article-text: صوبائی حکومت نے ترقیاتی منصوبوں کے لیے اضافی فنڈز کی منظوری دے دی ہے جبکہ بلدیاتی اداروں کو صفائی ستھرائی کی مہم تیز کرنے کی ہدایت جاری کی گئی ہے۔ شہریوں نے اقدامات کا خیرمقدم کیا۔ (716, 637, 808, 699)
article-text: عدالت نے کیس کی سماعت کے دوران فریقین کے وکلا کے دلائل سنے اور فیصلہ محفوظ کر لیا۔ عدالت کا کہنا تھا کہ آئندہ سماعت پر تمام ریکارڈ پیش کیا جائے تاکہ معاملے کو جلد نمٹایا جا سکے۔ (716, 701, 808, 754)
article-text: اسٹیٹ بینک کی جانب سے جاری اعداد و شمار کے مطابق زرمبادلہ کے ذخائر میں اضافہ ریکارڈ کیا گیا ہے۔ ماہرین کا کہنا ہے کہ معاشی اشاریوں میں بہتری کے آثار نمایاں ہیں۔ (104, 1179, 203, 1223)
section-header (414, 575, 511, 587)
article-text: وزیر داخلہ نے کہا کہ شہریوں کی جان و مال کا تحفظ ریاست کی ذمہ داری ہے اور کسی کو قانون ہاتھ میں لینے کی اجازت نہیں دی جائے گی۔ انہوں نے بتایا کہ شاہراہیں کھول دی گئی ہیں اور معمولات زندگی بحال ہو رہے ہیں۔ (313, 2458, 411, 2519)
article-text: اسلام آباد میں احتجاج کے دوران پیش آنے والے واقعات پر حکومت نے تحقیقات کا اعلان کیا ہے اور متعلقہ اداروں کو رپورٹ جمع کرانے کی ہدایت کی گئی ہے۔ ذرائع کے مطابق اجلاس میں امن و امان کی صورتحال کا تفصیلی جائزہ لیا گیا۔ (104, 24, 203, 85)
section-header (615, 327, 712, 340)
article-text: محکمہ موسمیات کے مطابق آئندہ چند روز کے دوران ملک کے بیشتر علاقوں میں موسم سرد اور خشک رہے گا جبکہ بالائی علاقوں میں رات کے وقت شدید سردی کا امکان ہے۔ شہریوں کو احتیاط کی ہدایت کی گئی ہے۔ (205, 1686, 310, 1740)
section-title: جنگ بندی معاہدہ (515, 585, 599, 596)
section-number: 29 (184, 814, 202, 825)
article-text: عدالت نے کیس کی سماعت کے دوران فریقین کے وکلا کے دلائل سنے اور فیصلہ محفوظ کر لیا۔ عدالت کا کہنا تھا کہ آئندہ سماعت پر تمام ریکارڈ پیش کیا جائے تاکہ معاملے کو جلد نمٹایا جا سکے۔ (206, 2018, 310, 2063)
section-title: صوبائی حکومت (314, 567, 392, 578)
article-text: وزیر داخلہ نے کہا کہ شہریوں کی جان و مال کا تحفظ ریاست کی ذمہ داری ہے اور کسی کو قانون ہاتھ میں لینے کی اجازت نہیں دی جائے گی۔ انہوں نے بتایا کہ شاہراہیں کھول دی گئی ہیں اور معمولات زندگی بحال ہو رہے ہیں۔ (514, 518, 612, 580)
article-text: اسٹیٹ بینک کی جانب سے جاری اعداد و شمار کے مطابق زرمبادلہ کے ذخائر میں اضافہ ریکارڈ کیا گیا ہے۔ ماہرین کا کہنا ہے کہ معاشی اشاریوں میں بہتری کے آثار نمایاں ہیں۔ (2, 689, 101, 733)
article-text: وزیر داخلہ نے کہا کہ شہریوں کی جان و مال کا تحفظ ریاست کی ذمہ داری ہے اور کسی کو قانون ہاتھ میں لینے کی اجازت نہیں دی جائے گی۔ انہوں نے بتایا کہ شاہراہیں کھول دی گئی ہیں اور معمولات زندگی بحال ہو رہے ہیں۔ (2, 855, 101, 917)
article-text: وزیر داخلہ نے کہا کہ شہریوں کی جان و مال کا تحفظ ریاست کی ذمہ داری ہے اور کسی کو قانون ہاتھ میں لینے کی اجازت نہیں دی جائے گی۔ انہوں نے بتایا کہ شاہراہیں کھول دی گئی ہیں اور معمولات زندگی بحال ہو رہے ہیں۔ (206, 325, 310, 379)
article-text: محکمہ موسمیات کے مطابق آئندہ چند روز کے دوران ملک کے بیشتر علاقوں میں موسم سرد اور خشک رہے گا جبکہ بالائی علاقوں میں رات کے وقت شدید سردی کا امکان ہے۔ شہریوں کو احتیاط کی ہدایت کی گئی ہے۔ (514, 710, 612, 763)
article-text: صوبائی حکومت نے ترقیاتی منصوبوں کے لیے اضافی فنڈز کی منظوری دے دی ہے جبکہ بلدیاتی اداروں کو صفائی ستھرائی کی مہم تیز کرنے کی ہدایت جاری کی گئی ہے۔ شہریوں نے اقدامات کا خیرمقدم کیا۔ (2, 1746, 101, 1800)
section-header (104, 584, 203, 596)
article-text: صوبائی حکومت نے ترقیاتی منصوبوں کے لیے اضافی فنڈز کی منظوری دے دی ہے جبکہ بلدیاتی اداروں کو صفائی ستھرائی کی مہم تیز کرنے کی ہدایت جاری کی گئی ہے۔ شہریوں نے اقدامات کا خیرمقدم کیا۔ (104, 1409, 203, 1462)
article-text: محکمہ موسمیات کے مطابق آئندہ چند روز کے دوران ملک کے بیشتر علاقوں میں موسم سرد اور خشک رہے گا جبکہ بالائی علاقوں میں رات کے وقت شدید سردی کا امکان ہے۔ شہریوں کو احتیاط کی ہدایت کی گئی ہے۔ (414, 1179, 511, 1233)
article-text: محکمہ موسمیات کے مطابق آئندہ چند روز کے دوران ملک کے بیشتر علاقوں میں موسم سرد اور خشک رہے گا جبکہ بالائی علاقوں میں رات کے وقت شدید سردی کا امکان ہے۔ شہریوں کو احتیاط کی ہدایت کی گئی ہے۔ (313, 581, 411, 634)
article-text: عدالت نے کیس کی سماعت کے دوران فریقین کے وکلا کے دلائل سنے اور فیصلہ محفوظ کر لیا۔ عدالت کا کہنا تھا کہ آئندہ سماعت پر تمام ریکارڈ پیش کیا جائے تاکہ معاملے کو جلد نمٹایا جا سکے۔ (206, 24, 310, 68)
section-header (2, 188, 101, 200)
section-number: 32 (82, 674, 100, 685)
section-title: اسٹیٹ بینک (207, 72, 291, 83)
article-text: اسلام آباد میں احتجاج کے دوران پیش آنے والے واقعات پر حکومت نے تحقیقات کا اعلان کیا ہے اور متعلقہ اداروں کو رپورٹ جمع کرانے کی ہدایت کی گئی ہے۔ ذرائع کے مطابق اجلاس میں امن و امان کی صورتحال کا تفصیلی جائزہ لیا گیا۔ (206, 244, 310, 306)
section-title: جیسا کہ معلوم (314, 805, 392, 816)
section-number: 8 (599, 585, 611, 596)
article-text: صوبائی حکومت نے ترقیاتی منصوبوں کے لیے اضافی فنڈز کی منظوری دے دی ہے جبکہ بلدیاتی اداروں کو صفائی ستھرائی کی مہم تیز کرنے کی ہدایت جاری کی گئی ہے۔ شہریوں نے اقدامات کا خیرمقدم کیا۔ (104, 599, 203, 652)
article-text: وزیر داخلہ نے کہا کہ شہریوں کی جان و مال کا تحفظ ریاست کی ذمہ داری ہے اور کسی کو قانون ہاتھ میں لینے کی اجازت نہیں دی جائے گی۔ انہوں نے بتایا کہ شاہراہیں کھول دی گئی ہیں اور معمولات زندگی بحال ہو رہے ہیں۔ (313, 2061, 411, 2123)
article-text: وزیر داخلہ نے کہا کہ شہریوں کی جان و مال کا تحفظ ریاست کی ذمہ داری ہے اور کسی کو قانون ہاتھ میں لینے کی اجازت نہیں دی جائے گی۔ انہوں نے بتایا کہ شاہراہیں کھول دی گئی ہیں اور معمولات زندگی بحال ہو رہے ہیں۔ (514, 932, 612, 994)
section-number: 15 (392, 567, 410, 578)
section-title: پاک فوج (314, 81, 392, 92)
article-text: صوبائی حکومت نے ترقیاتی منصوبوں کے لیے اضافی فنڈز کی منظوری دے دی ہے جبکہ بلدیاتی اداروں کو صفائی ستھرائی کی مہم تیز کرنے کی ہدایت جاری کی گئی ہے۔ شہریوں نے اقدامات کا خیرمقدم کیا۔ (2, 505, 101, 558)
article-text: عدالت نے کیس کی سماعت کے دوران فریقین کے وکلا کے دلائل سنے اور فیصلہ محفوظ کر لیا۔ عدالت کا کہنا تھا کہ آئندہ سماعت پر تمام ریکارڈ پیش کیا جائے تاکہ معاملے کو جلد نمٹایا جا سکے۔ (2, 1405, 101, 1458)
section-header (206, 777, 310, 790)
article-text: تعلیمی اداروں میں امتحانات کا شیڈول جاری کر دیا گیا ہے اور طلبہ کو ہدایت کی گئی ہے کہ وہ مقررہ تاریخ سے قبل داخلہ فارم جمع کرائیں۔ انتظامیہ نے امتحانی مراکز میں سخت انتظامات کا اعلان کیا ہے۔ (2, 1562, 101, 1615)
article-text: اسٹیٹ بینک کی جانب سے جاری اعداد و شمار کے مطابق زرمبادلہ کے ذخائر میں اضافہ ریکارڈ کیا گیا ہے۔ ماہرین کا کہنا ہے کہ معاشی اشاریوں میں بہتری کے آثار نمایاں ہیں۔ (514, 1163, 612, 1206)
article-text: صوبائی حکومت نے ترقیاتی منصوبوں کے لیے اضافی فنڈز کی منظوری دے دی ہے جبکہ بلدیاتی اداروں کو صفائی ستھرائی کی مہم تیز کرنے کی ہدایت جاری کی گئی ہے۔ شہریوں نے اقدامات کا خیرمقدم کیا۔ (2, 936, 101, 989)
news-column (2, 100, 101, 2197)
article-text: اسلام آباد میں احتجاج کے دوران پیش آنے والے واقعات پر حکومت نے تحقیقات کا اعلان کیا ہے اور متعلقہ اداروں کو رپورٹ جمع کرانے کی ہدایت کی گئی ہے۔ ذرائع کے مطابق اجلاس میں امن و امان کی صورتحال کا تفصیلی جائزہ لیا گیا۔ (313, 325, 411, 387)
section-header (313, 566, 411, 579)
section-number: 21 (291, 310, 309, 321)
article-text: تعلیمی اداروں میں امتحانات کا شیڈول جاری کر دیا گیا ہے اور طلبہ کو ہدایت کی گئی ہے کہ وہ مقررہ تاریخ سے قبل داخلہ فارم جمع کرائیں۔ انتظامیہ نے امتحانی مراکز میں سخت انتظامات کا اعلان کیا ہے۔ (615, 500, 712, 553)
article-text: وزیر داخلہ نے کہا کہ شہریوں کی جان و مال کا تحفظ ریاست کی ذمہ داری ہے اور کسی کو قانون ہاتھ میں لینے کی اجازت نہیں دی جائے گی۔ انہوں نے بتایا کہ شاہراہیں کھول دی گئی ہیں اور معمولات زندگی بحال ہو رہے ہیں۔ (414, 1004, 511, 1066)
article-text: محکمہ موسمیات کے مطابق آئندہ چند روز کے دوران ملک کے بیشتر علاقوں میں موسم سرد اور خشک رہے گا جبکہ بالائی علاقوں میں رات کے وقت شدید سردی کا امکان ہے۔ شہریوں کو احتیاط کی ہدایت کی گئی ہے۔ (615, 795, 712, 848)
article-text: اسٹیٹ بینک کی جانب سے جاری اعداد و شمار کے مطابق زرمبادلہ کے ذخائر میں اضافہ ریکارڈ کیا گیا ہے۔ ماہرین کا کہنا ہے کہ معاشی اشاریوں میں بہتری کے آثار نمایاں ہیں۔ (514, 352, 612, 396)
section-header (104, 89, 203, 101)
section-title: صنعت کا جائزہ (3, 427, 82, 438)
article-text: اسلام آباد میں احتجاج کے دوران پیش آنے والے واقعات پر حکومت نے تحقیقات کا اعلان کیا ہے اور متعلقہ اداروں کو رپورٹ جمع کرانے کی ہدایت کی گئی ہے۔ ذرائع کے مطابق اجلاس میں امن و امان کی صورتحال کا تفصیلی جائزہ لیا گیا۔ (313, 2393, 411, 2455)
section-number: 3 (699, 72, 711, 83)
article-text: عدالت نے کیس کی سماعت کے دوران فریقین کے وکلا کے دلائل سنے اور فیصلہ محفوظ کر لیا۔ عدالت کا کہنا تھا کہ آئندہ سماعت پر تمام ریکارڈ پیش کیا جائے تاکہ معاملے کو جلد نمٹایا جا سکے۔ (313, 1370, 411, 1424)
lead-headline: میانمار کی فوجی حکومت سربراہ کے بھی وارنٹ (2, 25, 99, 63)
article-text: تعلیمی اداروں میں امتحانات کا شیڈول جاری کر دیا گیا ہے اور طلبہ کو ہدایت کی گئی ہے کہ وہ مقررہ تاریخ سے قبل داخلہ فارم جمع کرائیں۔ انتظامیہ نے امتحانی مراکز میں سخت انتظامات کا اعلان کیا ہے۔ (2, 735, 101, 788)
article-text: محکمہ موسمیات کے مطابق آئندہ چند روز کے دوران ملک کے بیشتر علاقوں میں موسم سرد اور خشک رہے گا جبکہ بالائی علاقوں میں رات کے وقت شدید سردی کا امکان ہے۔ شہریوں کو احتیاط کی ہدایت کی گئی ہے۔ (313, 995, 411, 1048)
article-text: تعلیمی اداروں میں امتحانات کا شیڈول جاری کر دیا گیا ہے اور طلبہ کو ہدایت کی گئی ہے کہ وہ مقررہ تاریخ سے قبل داخلہ فارم جمع کرائیں۔ انتظامیہ نے امتحانی مراکز میں سخت انتظامات کا اعلان کیا ہے۔ (313, 2338, 411, 2391)
section-title: اعلان (616, 328, 699, 339)
article-text: عدالت نے کیس کی سماعت کے دوران فریقین کے وکلا کے دلائل سنے اور فیصلہ محفوظ کر لیا۔ عدالت کا کہنا تھا کہ آئندہ سماعت پر تمام ریکارڈ پیش کیا جائے تاکہ معاملے کو جلد نمٹایا جا سکے۔ (615, 343, 712, 396)
article-text: محکمہ موسمیات کے مطابق آئندہ چند روز کے دوران ملک کے بیشتر علاقوں میں موسم سرد اور خشک رہے گا جبکہ بالائی علاقوں میں رات کے وقت شدید سردی کا امکان ہے۔ شہریوں کو احتیاط کی ہدایت کی گئی ہے۔ (313, 2236, 411, 2289)
article-text: وزیر داخلہ نے کہا کہ شہریوں کی جان و مال کا تحفظ ریاست کی ذمہ داری ہے اور کسی کو قانون ہاتھ میں لینے کی اجازت نہیں دی جائے گی۔ انہوں نے بتایا کہ شاہراہیں کھول دی گئی ہیں اور معمولات زندگی بحال ہو رہے ہیں۔ (414, 1401, 511, 1462)
article-text: عدالت نے کیس کی سماعت کے دوران فریقین کے وکلا کے دلائل سنے اور فیصلہ محفوظ کر لیا۔ عدالت کا کہنا تھا کہ آئندہ سماعت پر تمام ریکارڈ پیش کیا جائے تاکہ معاملے کو جلد نمٹایا جا سکے۔ (206, 1261, 310, 1305)
section-title: منشیات کا ہاں (415, 81, 498, 92)
article-text: صوبائی حکومت نے ترقیاتی منصوبوں کے لیے اضافی فنڈز کی منظوری دے دی ہے جبکہ بلدیاتی اداروں کو صفائی ستھرائی کی مہم تیز کرنے کی ہدایت جاری کی گئی ہے۔ شہریوں نے اقدامات کا خیرمقدم کیا۔ (716, 1070, 808, 1131)
article-text: تعلیمی اداروں میں امتحانات کا شیڈول جاری کر دیا گیا ہے اور طلبہ کو ہدایت کی گئی ہے کہ وہ مقررہ تاریخ سے قبل داخلہ فارم جمع کرائیں۔ انتظامیہ نے امتحانی مراکز میں سخت انتظامات کا اعلان کیا ہے۔ (514, 812, 612, 865)
masthead-urdu: روزنامہ امت حیدرآباد ۲۸ نومبر ۲۰۲۴ء (653, 2, 808, 12)
section-title: قومی ایئر لائن (314, 1529, 392, 1540)
article-text: صوبائی حکومت نے ترقیاتی منصوبوں کے لیے اضافی فنڈز کی منظوری دے دی ہے جبکہ بلدیاتی اداروں کو صفائی ستھرائی کی مہم تیز کرنے کی ہدایت جاری کی گئی ہے۔ شہریوں نے اقدامات کا خیرمقدم کیا۔ (206, 1189, 310, 1242)
section-number: 22 (291, 540, 309, 551)
section-header (2, 921, 101, 934)
column-rule (204, 24, 205, 1492)
section-number: 20 (291, 72, 309, 83)
article-text: تعلیمی اداروں میں امتحانات کا شیڈول جاری کر دیا گیا ہے اور طلبہ کو ہدایت کی گئی ہے کہ وہ مقررہ تاریخ سے قبل داخلہ فارم جمع کرائیں۔ انتظامیہ نے امتحانی مراکز میں سخت انتظامات کا اعلان کیا ہے۔ (104, 398, 203, 451)
section-header (313, 1528, 411, 1541)
article-text: صوبائی حکومت نے ترقیاتی منصوبوں کے لیے اضافی فنڈز کی منظوری دے دی ہے جبکہ بلدیاتی اداروں کو صفائی ستھرائی کی مہم تیز کرنے کی ہدایت جاری کی گئی ہے۔ شہریوں نے اقدامات کا خیرمقدم کیا۔ (206, 793, 310, 847)
article-text: صوبائی حکومت نے ترقیاتی منصوبوں کے لیے اضافی فنڈز کی منظوری دے دی ہے جبکہ بلدیاتی اداروں کو صفائی ستھرائی کی مہم تیز کرنے کی ہدایت جاری کی گئی ہے۔ شہریوں نے اقدامات کا خیرمقدم کیا۔ (2, 1350, 101, 1402)
article-text: عدالت نے کیس کی سماعت کے دوران فریقین کے وکلا کے دلائل سنے اور فیصلہ محفوظ کر لیا۔ عدالت کا کہنا تھا کہ آئندہ سماعت پر تمام ریکارڈ پیش کیا جائے تاکہ معاملے کو جلد نمٹایا جا سکے۔ (716, 1566, 808, 1620)
article-text: اسٹیٹ بینک کی جانب سے جاری اعداد و شمار کے مطابق زرمبادلہ کے ذخائر میں اضافہ ریکارڈ کیا گیا ہے۔ ماہرین کا کہنا ہے کہ معاشی اشاریوں میں بہتری کے آثار نمایاں ہیں۔ (615, 454, 712, 498)
article-text: محکمہ موسمیات کے مطابق آئندہ چند روز کے دوران ملک کے بیشتر علاقوں میں موسم سرد اور خشک رہے گا جبکہ بالائی علاقوں میں رات کے وقت شدید سردی کا امکان ہے۔ شہریوں کو احتیاط کی ہدایت کی گئی ہے۔ (205, 2065, 310, 2118)
article-text: صوبائی حکومت نے ترقیاتی منصوبوں کے لیے اضافی فنڈز کی منظوری دے دی ہے جبکہ بلدیاتی اداروں کو صفائی ستھرائی کی مہم تیز کرنے کی ہدایت جاری کی گئی ہے۔ شہریوں نے اقدامات کا خیرمقدم کیا۔ (514, 1392, 612, 1446)
news-column (514, 24, 612, 1603)
section-title: بیان (3, 188, 82, 199)
article-text: محکمہ موسمیات کے مطابق آئندہ چند روز کے دوران ملک کے بیشتر علاقوں میں موسم سرد اور خشک رہے گا جبکہ بالائی علاقوں میں رات کے وقت شدید سردی کا امکان ہے۔ شہریوں کو احتیاط کی ہدایت کی گئی ہے۔ (414, 1576, 511, 1629)
article-text: اسلام آباد میں احتجاج کے دوران پیش آنے والے واقعات پر حکومت نے تحقیقات کا اعلان کیا ہے اور متعلقہ اداروں کو رپورٹ جمع کرانے کی ہدایت کی گئی ہے۔ ذرائع کے مطابق اجلاس میں امن و امان کی صورتحال کا تفصیلی جائزہ لیا گیا۔ (514, 868, 612, 929)
section-title: گرفتاری (314, 1300, 392, 1311)
article-text: محکمہ موسمیات کے مطابق آئندہ چند روز کے دوران ملک کے بیشتر علاقوں میں موسم سرد اور خشک رہے گا جبکہ بالائی علاقوں میں رات کے وقت شدید سردی کا امکان ہے۔ شہریوں کو احتیاط کی ہدایت کی گئی ہے۔ (205, 895, 310, 948)
article-text: محکمہ موسمیات کے مطابق آئندہ چند روز کے دوران ملک کے بیشتر علاقوں میں موسم سرد اور خشک رہے گا جبکہ بالائی علاقوں میں رات کے وقت شدید سردی کا امکان ہے۔ شہریوں کو احتیاط کی ہدایت کی گئی ہے۔ (313, 1839, 411, 1893)
article-text: تعلیمی اداروں میں امتحانات کا شیڈول جاری کر دیا گیا ہے اور طلبہ کو ہدایت کی گئی ہے کہ وہ مقررہ تاریخ سے قبل داخلہ فارم جمع کرائیں۔ انتظامیہ نے امتحانی مراکز میں سخت انتظامات کا اعلان کیا ہے۔ (206, 601, 310, 654)
section-header (206, 1245, 310, 1258)
article-text: محکمہ موسمیات کے مطابق آئندہ چند روز کے دوران ملک کے بیشتر علاقوں میں موسم سرد اور خشک رہے گا جبکہ بالائی علاقوں میں رات کے وقت شدید سردی کا امکان ہے۔ شہریوں کو احتیاط کی ہدایت کی گئی ہے۔ (2, 1857, 101, 1910)
section-header (716, 557, 808, 569)
article-text: محکمہ موسمیات کے مطابق آئندہ چند روز کے دوران ملک کے بیشتر علاقوں میں موسم سرد اور خشک رہے گا جبکہ بالائی علاقوں میں رات کے وقت شدید سردی کا امکان ہے۔ شہریوں کو احتیاط کی ہدایت کی گئی ہے۔ (716, 756, 808, 819)
section-title: انکوائری (3, 1151, 82, 1162)
